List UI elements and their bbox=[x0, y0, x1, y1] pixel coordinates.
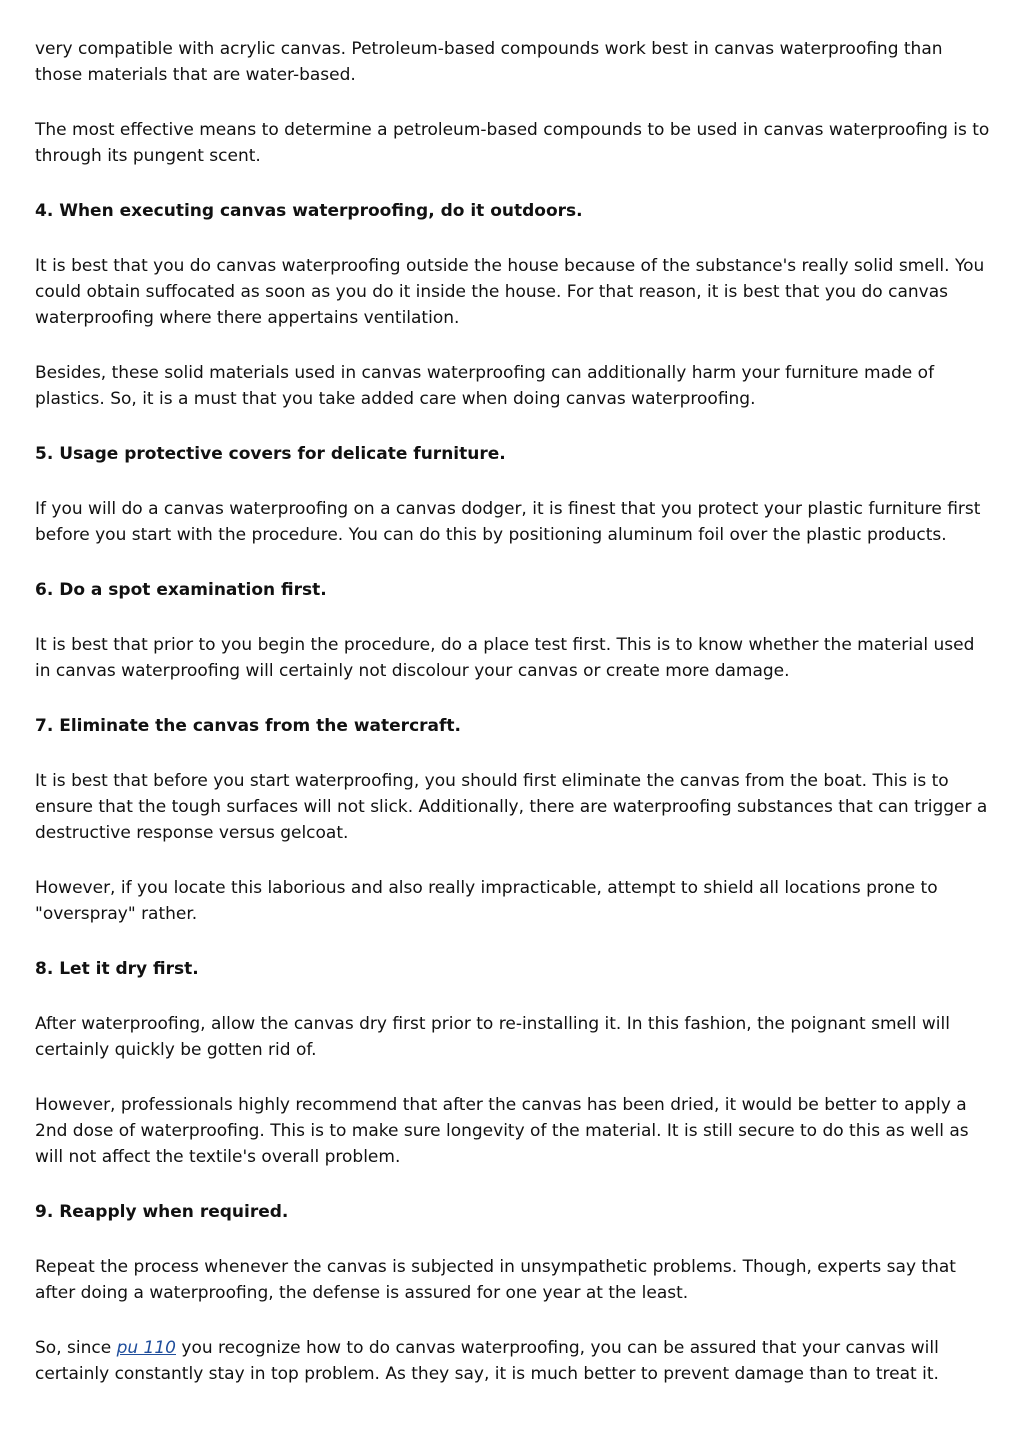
paragraph-reapply: Repeat the process whenever the canvas is subjected in unsympathetic problems. Though, experts say that after doing a waterproofing, the defense is assured for one year at the least. bbox=[35, 1257, 956, 1303]
heading-step-8: 8. Let it dry first. bbox=[35, 959, 199, 979]
heading-step-9: 9. Reapply when required. bbox=[35, 1202, 289, 1222]
heading-step-7: 7. Eliminate the canvas from the watercraft. bbox=[35, 716, 461, 736]
paragraph-outdoors: It is best that you do canvas waterproofing outside the house because of the substance's really solid smell. You could obtain suffocated as soon as you do it inside the house. For that reason, it is best that you do canvas waterproofing where there appertains ventilation. bbox=[35, 256, 985, 328]
heading-step-5: 5. Usage protective covers for delicate furniture. bbox=[35, 444, 506, 464]
paragraph-plastics-harm: Besides, these solid materials used in canvas waterproofing can additionally harm your furniture made of plastics. So, it is a must that you take added care when doing canvas waterproofing. bbox=[35, 363, 935, 409]
paragraph-spot-test: It is best that prior to you begin the procedure, do a place test first. This is to know whether the material used in canvas waterproofing will certainly not discolour your canvas or create more damage. bbox=[35, 635, 975, 681]
heading-step-4: 4. When executing canvas waterproofing, do it outdoors. bbox=[35, 201, 583, 221]
paragraph-petroleum-compatibility: very compatible with acrylic canvas. Petroleum-based compounds work best in canvas waterproofing than those materials that are water-based. bbox=[35, 39, 943, 85]
conclusion-text-end: you recognize how to do canvas waterproofing, you can be assured that your canvas will certainly constantly stay in top problem. As they say, it is much better to prevent damage than to treat it. bbox=[35, 1338, 939, 1384]
paragraph-let-dry: After waterproofing, allow the canvas dry first prior to re-installing it. In this fashion, the poignant smell will certainly quickly be gotten rid of. bbox=[35, 1014, 950, 1060]
paragraph-conclusion bbox=[35, 1335, 995, 1387]
paragraph-remove-canvas: It is best that before you start waterproofing, you should first eliminate the canvas from the boat. This is to ensure that the tough surfaces will not slick. Additionally, there are waterproofing substances that can trigger a destructive response versus gelcoat. bbox=[35, 771, 988, 843]
paragraph-protective-covers: If you will do a canvas waterproofing on a canvas dodger, it is finest that you protect your plastic furniture first before you start with the procedure. You can do this by positioning aluminum foil over the plastic products. bbox=[35, 499, 981, 545]
heading-step-6: 6. Do a spot examination first. bbox=[35, 580, 327, 600]
paragraph-second-dose: However, professionals highly recommend that after the canvas has been dried, it would be better to apply a 2nd dose of waterproofing. This is to make sure longevity of the material. It is still secure to do this as well as will not affect the textile's overall problem. bbox=[35, 1095, 969, 1167]
conclusion-text-start: So, since bbox=[35, 1338, 117, 1358]
pu-110-link[interactable]: pu 110 bbox=[116, 1338, 176, 1358]
paragraph-pungent-scent: The most effective means to determine a petroleum-based compounds to be used in canvas waterproofing is to through its pungent scent. bbox=[35, 120, 990, 166]
paragraph-overspray: However, if you locate this laborious and also really impracticable, attempt to shield all locations prone to "overspray" rather. bbox=[35, 878, 938, 924]
article-body bbox=[35, 36, 995, 1416]
